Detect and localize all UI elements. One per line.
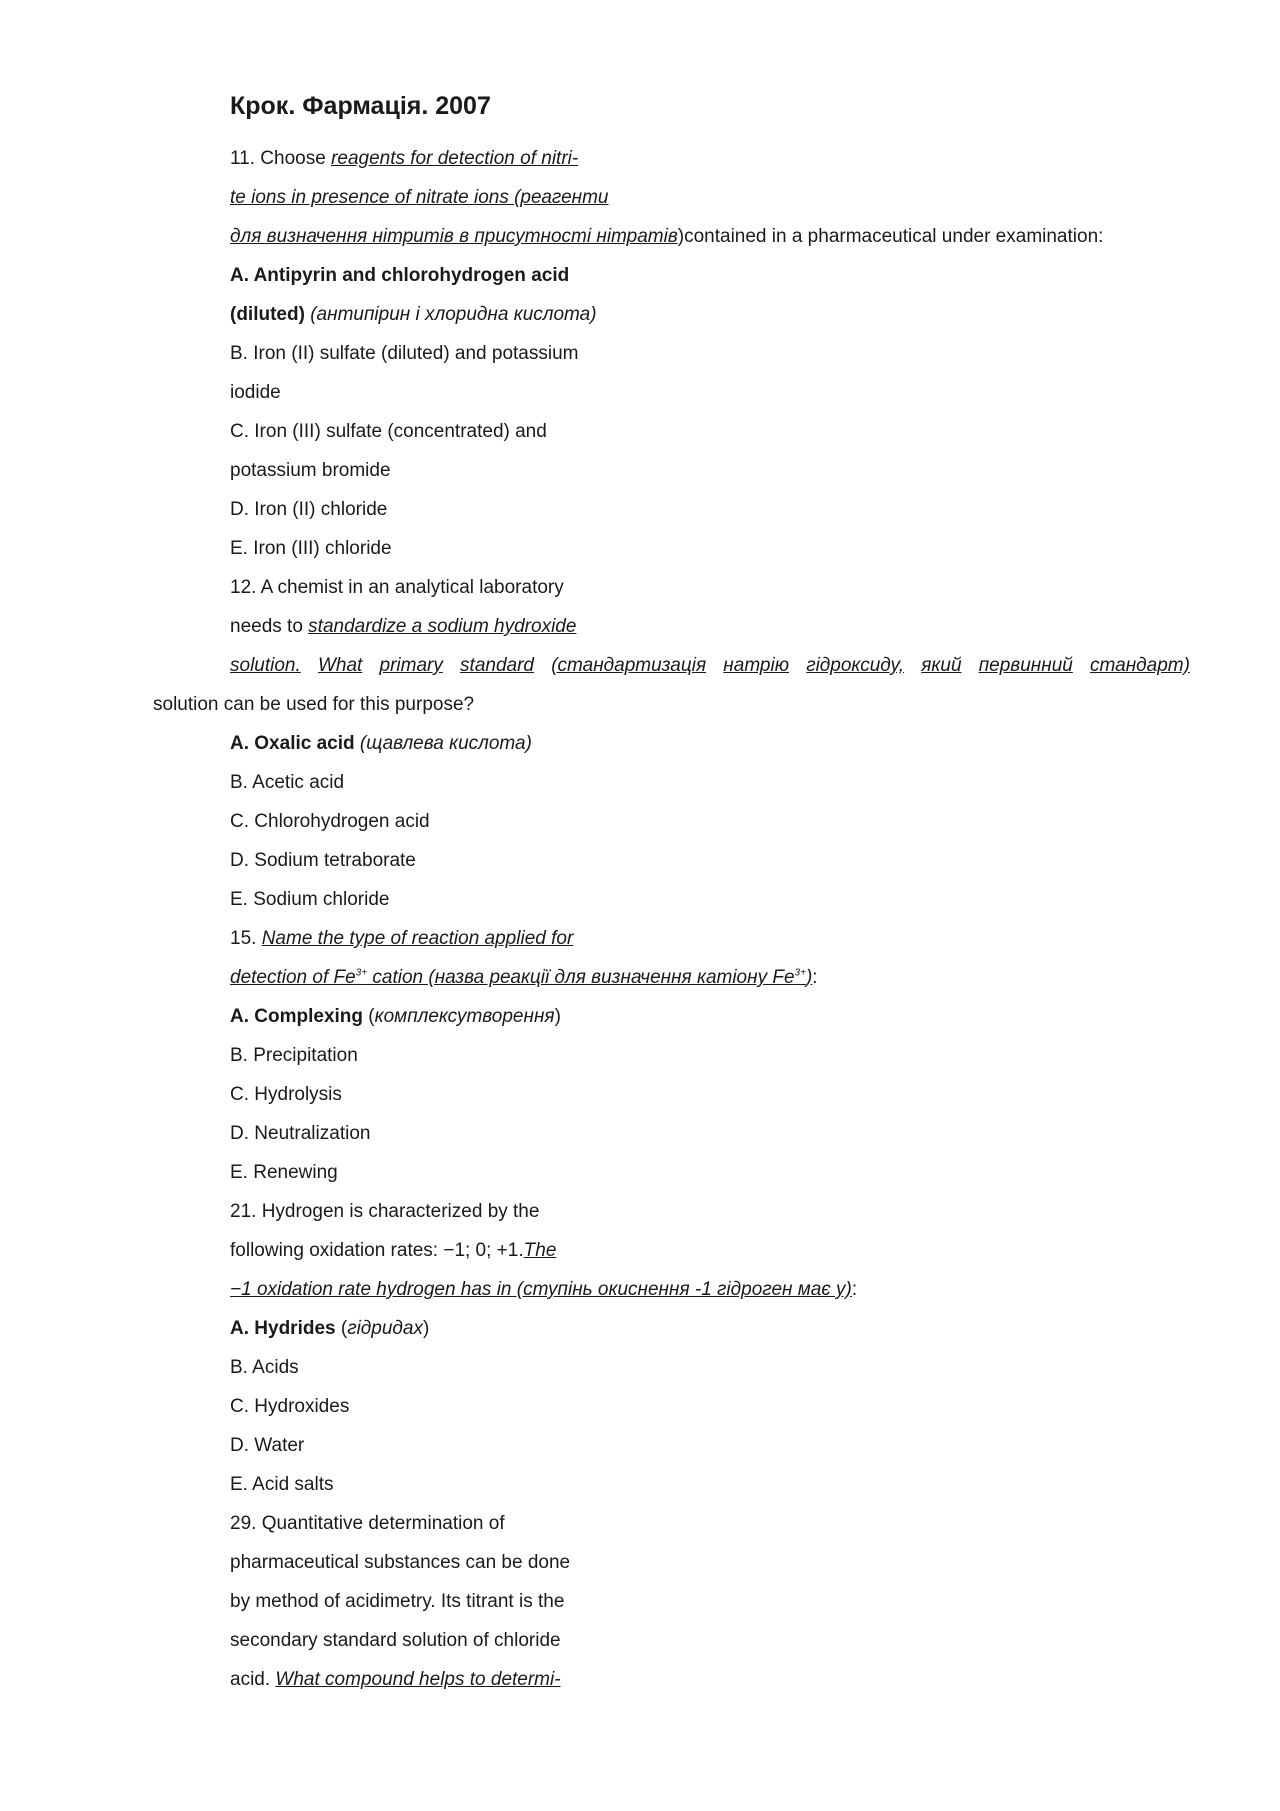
q15-paren: ) bbox=[805, 967, 813, 988]
q12-word: первинний bbox=[978, 655, 1073, 676]
q12-word: What bbox=[317, 655, 363, 676]
q12-answer-e: E. Sodium chloride bbox=[230, 889, 390, 910]
q29-line-5-emph: What compound helps to determi- bbox=[275, 1669, 561, 1690]
q12-line-2 bbox=[230, 615, 576, 639]
q21-line-3-colon: : bbox=[851, 1279, 858, 1300]
q11-answer-e: E. Iron (III) chloride bbox=[230, 538, 392, 559]
q12-word: гідроксиду, bbox=[806, 655, 905, 676]
q11-answer-b-line-2: iodide bbox=[230, 382, 281, 403]
q11-line-3 bbox=[230, 225, 1103, 249]
q15-fe-1: detection of Fe bbox=[230, 967, 356, 988]
q11-answer-c-line-1: C. Iron (III) sulfate (concentrated) and bbox=[230, 421, 547, 442]
q15-superscript-2: 3+ bbox=[794, 967, 806, 979]
q21-answer-c: C. Hydroxides bbox=[230, 1396, 350, 1417]
q11-line-1 bbox=[230, 147, 578, 171]
q15-answer-a-close: ) bbox=[554, 1006, 561, 1027]
q21-answer-a-translation: гідридах bbox=[347, 1318, 423, 1339]
q12-word: solution. bbox=[230, 655, 301, 676]
q15-line-1 bbox=[230, 927, 573, 951]
q12-answer-c: C. Chlorohydrogen acid bbox=[230, 811, 430, 832]
q21-line-1: 21. Hydrogen is characterized by the bbox=[230, 1201, 540, 1222]
q12-answer-a-translation: (щавлева кислота) bbox=[354, 733, 532, 754]
q12-answer-b: B. Acetic acid bbox=[230, 772, 345, 793]
q11-answer-c-line-2: potassium bromide bbox=[230, 460, 391, 481]
q12-word: стандарт) bbox=[1090, 655, 1190, 676]
q11-answer-a-line-2 bbox=[230, 303, 597, 327]
q15-answer-a-bold: A. Complexing bbox=[230, 1006, 364, 1027]
q12-word: standard bbox=[460, 655, 534, 676]
q15-answer-d: D. Neutralization bbox=[230, 1123, 371, 1144]
q29-line-5-start: acid. bbox=[230, 1669, 276, 1690]
q15-line-2-emph bbox=[230, 967, 812, 988]
q12-line-2-emph: standardize a sodium hydroxide bbox=[308, 616, 577, 637]
q12-line-4: solution can be used for this purpose? bbox=[153, 694, 475, 715]
q29-line-2: pharmaceutical substances can be done bbox=[230, 1552, 571, 1573]
q12-line-3 bbox=[230, 654, 1190, 678]
q21-line-2-emph: The bbox=[523, 1240, 557, 1261]
q21-line-2-start: following oxidation rates: −1; 0; +1. bbox=[230, 1240, 524, 1261]
q21-answer-a-close: ) bbox=[423, 1318, 430, 1339]
q21-answer-a bbox=[230, 1317, 429, 1341]
q11-answer-a-translation: (антипірин і хлоридна кислота) bbox=[304, 304, 597, 325]
q15-answer-a-open: ( bbox=[363, 1006, 375, 1027]
q15-fe-2: cation (назва реакції для визначення катіону Fe bbox=[367, 967, 795, 988]
q21-line-3-emph: −1 oxidation rate hydrogen has in (ступінь окиснення -1 гідроген має у) bbox=[230, 1279, 852, 1300]
q15-answer-b: B. Precipitation bbox=[230, 1045, 358, 1066]
q29-line-5 bbox=[230, 1668, 561, 1692]
q12-answer-d: D. Sodium tetraborate bbox=[230, 850, 416, 871]
q12-line-2-start: needs to bbox=[230, 616, 309, 637]
q11-line-1-emph: reagents for detection of nitri- bbox=[331, 148, 579, 169]
q15-line-2 bbox=[230, 966, 818, 990]
q11-answer-d: D. Iron (II) chloride bbox=[230, 499, 388, 520]
q15-answer-a-translation: комплексутворення bbox=[374, 1006, 555, 1027]
q15-answer-c: C. Hydrolysis bbox=[230, 1084, 342, 1105]
q12-word: натрію bbox=[723, 655, 790, 676]
q11-answer-a-bold: (diluted) bbox=[230, 304, 305, 325]
q15-line-1-emph: Name the type of reaction applied for bbox=[261, 928, 574, 949]
q11-line-1-start: 11. Choose bbox=[230, 148, 332, 169]
q11-line-3-rest: )contained in a pharmaceutical under examination: bbox=[677, 226, 1104, 247]
q12-line-1: 12. A chemist in an analytical laboratory bbox=[230, 577, 564, 598]
q15-answer-a bbox=[230, 1005, 561, 1029]
q11-answer-b-line-1: B. Iron (II) sulfate (diluted) and potassium bbox=[230, 343, 579, 364]
q21-answer-a-bold: A. Hydrides bbox=[230, 1318, 336, 1339]
q12-answer-a bbox=[230, 732, 532, 756]
q12-word: (стандартизація bbox=[551, 655, 707, 676]
page-title: Крок. Фармація. 2007 bbox=[230, 92, 491, 120]
q15-answer-e: E. Renewing bbox=[230, 1162, 338, 1183]
q15-colon: : bbox=[812, 967, 818, 988]
q12-answer-a-bold: A. Oxalic acid bbox=[230, 733, 355, 754]
q21-line-2 bbox=[230, 1239, 556, 1263]
q12-word: primary bbox=[379, 655, 443, 676]
q12-word: який bbox=[921, 655, 962, 676]
q29-line-1: 29. Quantitative determination of bbox=[230, 1513, 505, 1534]
q21-answer-e: E. Acid salts bbox=[230, 1474, 334, 1495]
q15-superscript-1: 3+ bbox=[355, 967, 368, 979]
q29-line-4: secondary standard solution of chloride bbox=[230, 1630, 561, 1651]
q15-line-1-start: 15. bbox=[230, 928, 262, 949]
q11-line-2: te ions in presence of nitrate ions (реагенти bbox=[230, 187, 609, 208]
q11-answer-a-line-1: A. Antipyrin and chlorohydrogen acid bbox=[230, 265, 570, 286]
q21-line-3 bbox=[230, 1278, 857, 1302]
q21-answer-d: D. Water bbox=[230, 1435, 305, 1456]
q11-line-3-emph: для визначення нітритів в присутності нітратів bbox=[230, 226, 678, 247]
q21-answer-b: B. Acids bbox=[230, 1357, 299, 1378]
q21-answer-a-open: ( bbox=[335, 1318, 348, 1339]
q29-line-3: by method of acidimetry. Its titrant is the bbox=[230, 1591, 565, 1612]
